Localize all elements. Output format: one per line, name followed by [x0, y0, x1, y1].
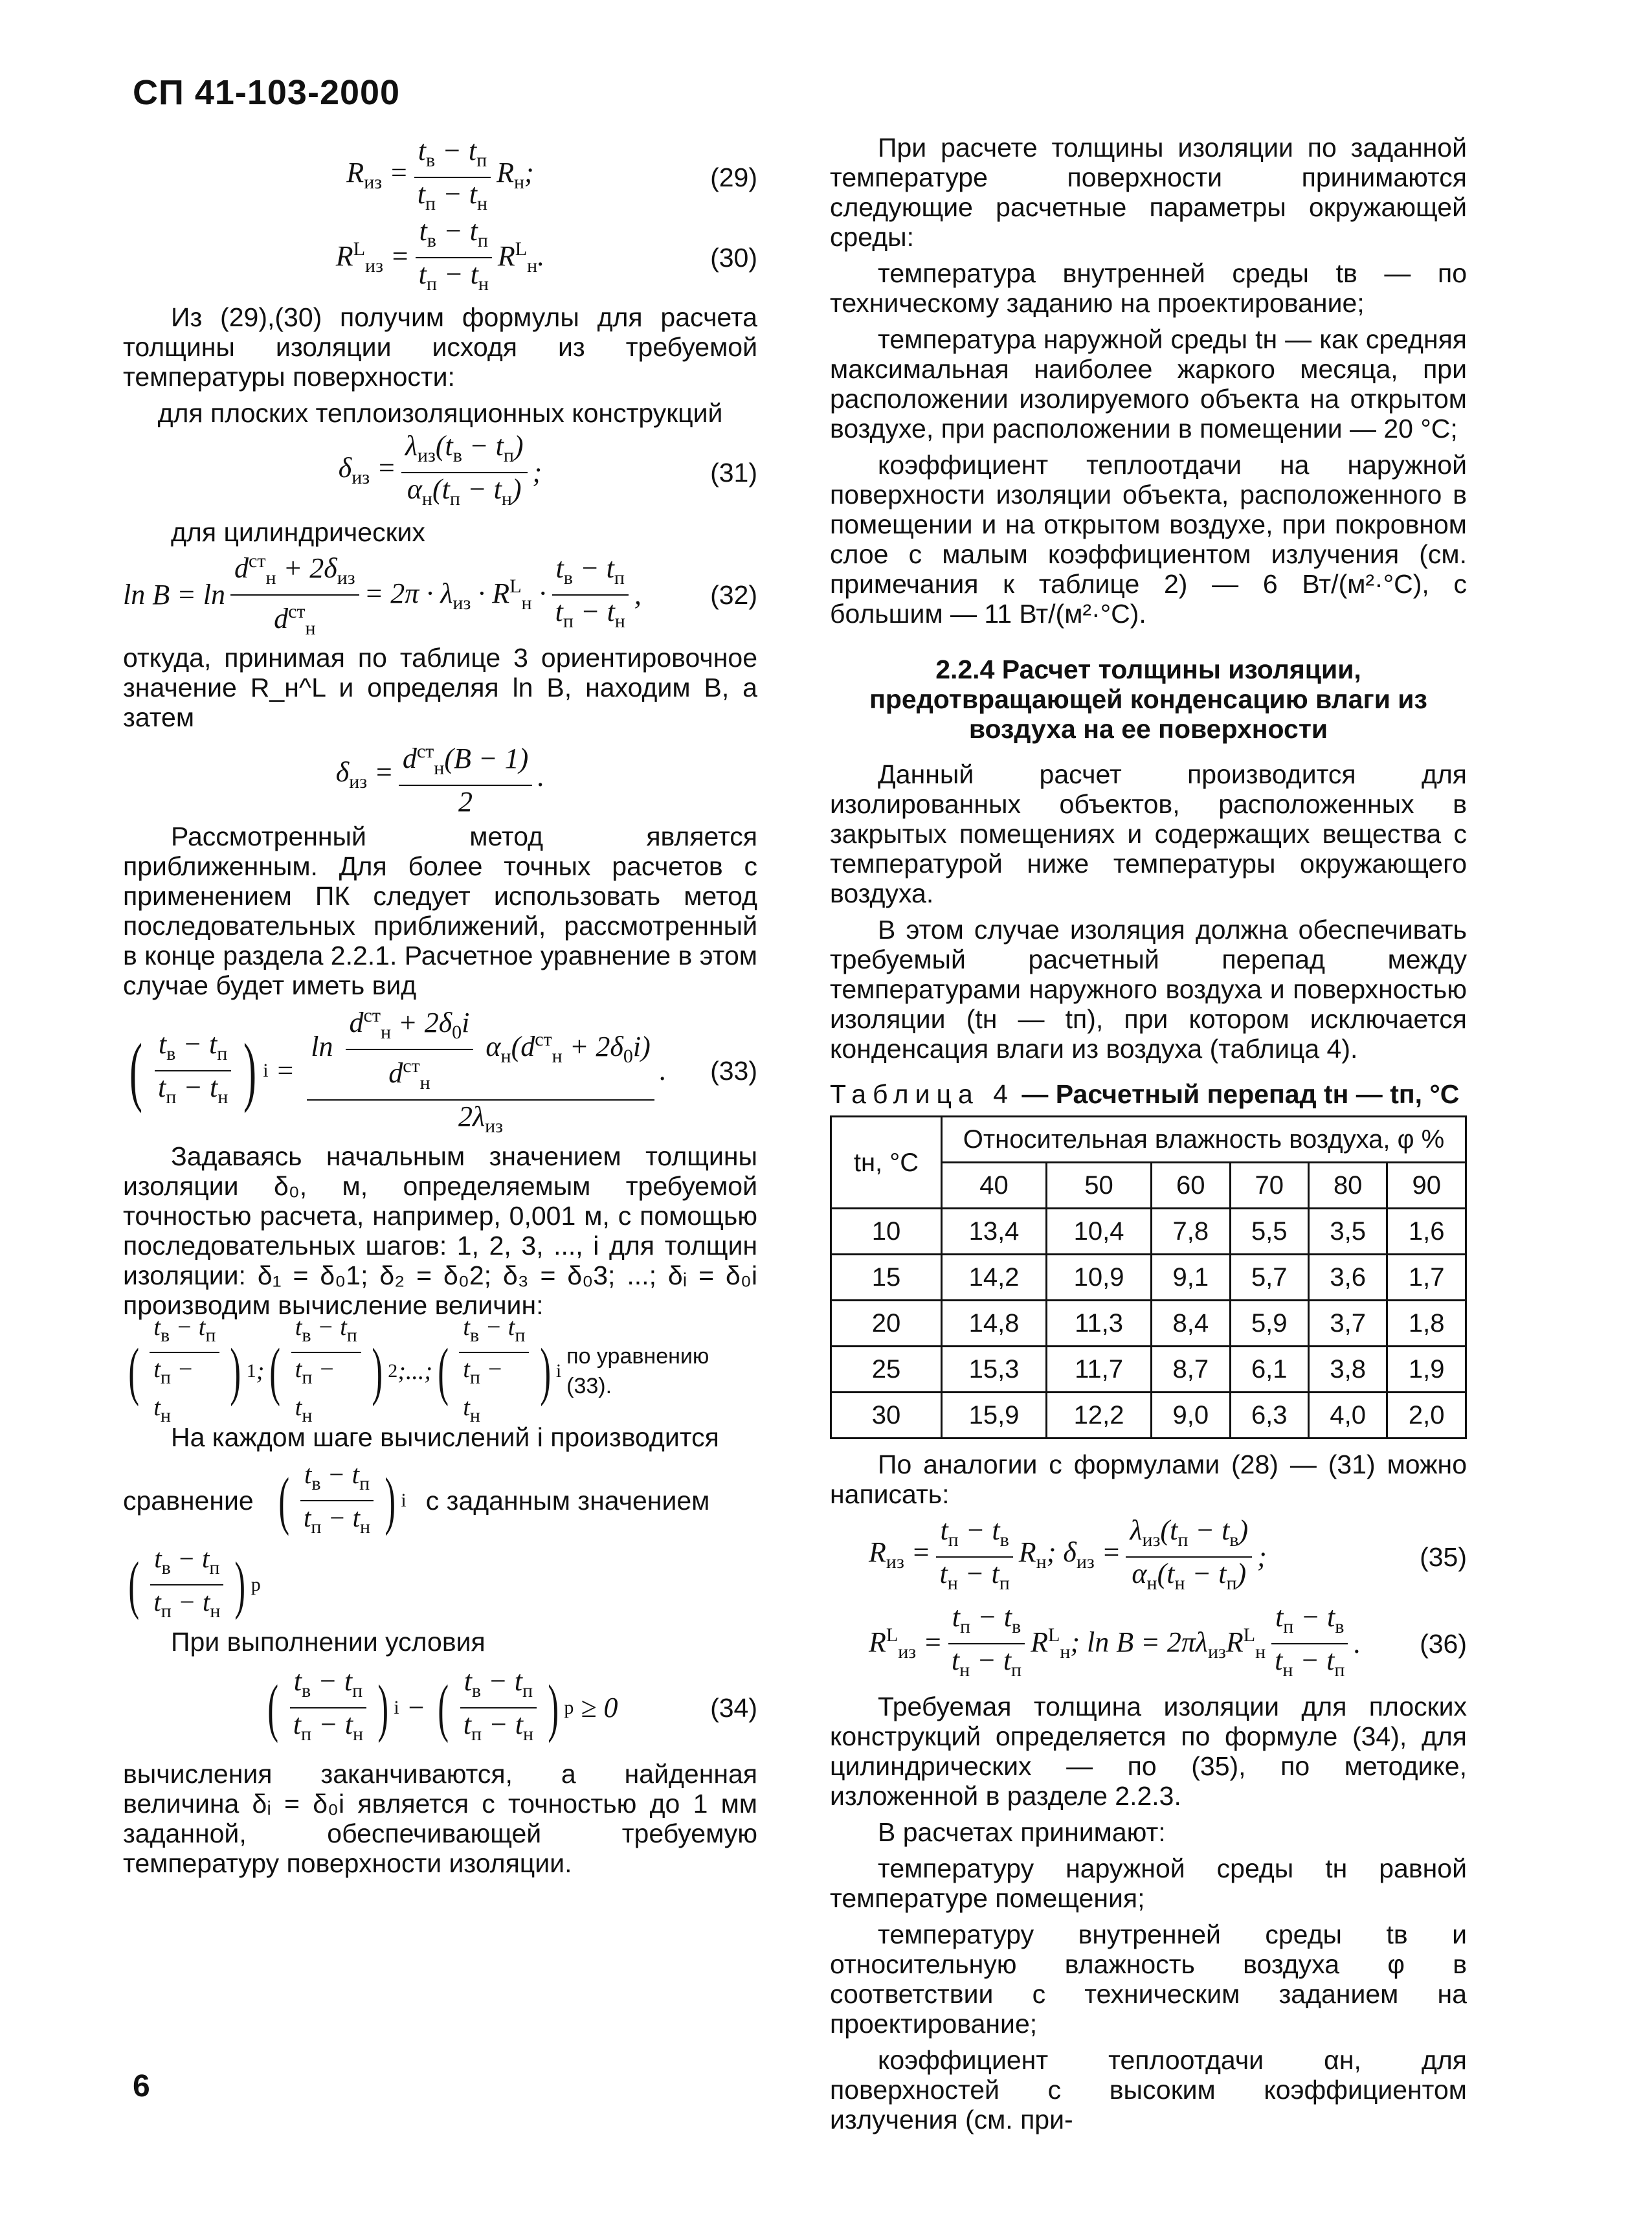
- table-cell: 3,5: [1308, 1209, 1387, 1255]
- page-number: 6: [133, 2069, 150, 2103]
- table-cell: 2,0: [1387, 1393, 1466, 1439]
- paragraph: температуру наружной среды tн равной температуре помещения;: [830, 1854, 1467, 1913]
- table-cell: 14,2: [942, 1255, 1047, 1301]
- table-cell: 1,8: [1387, 1301, 1466, 1347]
- formula-delta: $\delta_{из}$ = $\frac{d^{ст}_н(B - 1)}{2}$ .: [123, 741, 757, 812]
- formula-given: ( $\frac{t_в - t_п}{t_п - t_н}$ ) р: [128, 1543, 261, 1622]
- formula-number: (29): [710, 162, 757, 192]
- table-row: [831, 1393, 1466, 1439]
- formula-number: (30): [710, 243, 757, 273]
- table-cell: 11,7: [1047, 1347, 1152, 1393]
- paragraph: сравнение: [123, 1486, 254, 1516]
- table-cell: 25: [831, 1347, 942, 1393]
- table-cell: 13,4: [942, 1209, 1047, 1255]
- paragraph: Данный расчет производится для изолированных объектов, расположенных в закрытых помещениях и содержащих вещества с температурой ниже температуры окружающего воздуха.: [830, 759, 1467, 908]
- table-cell: 14,8: [942, 1301, 1047, 1347]
- paragraph: Из (29),(30) получим формулы для расчета толщины изоляции исходя из требуемой температуры поверхности:: [123, 302, 757, 392]
- table-cell: 10,4: [1047, 1209, 1152, 1255]
- table-cell: 8,4: [1152, 1301, 1230, 1347]
- formula-32: ln B = ln $\frac{d^{ст}_н + 2\delta_{из}}{d^{ст}_н}$ = $2\pi \cdot \lambda_{из} \cdot R^L_н$ · $\frac{t_в - t_п}{t_п - t_н}$ , (32): [123, 556, 757, 634]
- table-group-header: Относительная влажность воздуха, φ %: [942, 1117, 1466, 1163]
- table-row: [831, 1301, 1466, 1347]
- paragraph: коэффициент теплоотдачи на наружной поверхности изоляции объекта, расположенного в помещении и на открытом воздухе, при покровном слое с малым коэффициентом излучения (см. примечания к таблице 2) — 6 Вт/(м²·°С), с большим — 11 Вт/(м²·°С).: [830, 450, 1467, 629]
- table-cell: 4,0: [1308, 1393, 1387, 1439]
- table-cell: 10: [831, 1209, 942, 1255]
- formula-number: (36): [1420, 1629, 1467, 1659]
- formula-35: $R_{из}$ = $\frac{t_п - t_в}{t_н - t_п}$ $R_н$; $\delta_{из}$ = $\frac{\lambda_{из}(t_п - t_в)}{\alpha_н(t_н - t_п)}$ ; (35): [869, 1514, 1467, 1594]
- paragraph: коэффициент теплоотдачи αн, для поверхностей с высоким коэффициентом излучения (см. при-: [830, 2045, 1467, 2134]
- formula-number: (31): [710, 458, 757, 487]
- left-column: [123, 133, 757, 1885]
- table-cell: 1,6: [1387, 1209, 1466, 1255]
- table-cell: 30: [831, 1393, 942, 1439]
- paragraph: Рассмотренный метод является приближенным. Для более точных расчетов с применением ПК следует использовать метод последовательных приближений, рассмотренный в конце раздела 2.2.1. Расчетное уравнение в этом случае будет иметь вид: [123, 822, 757, 1000]
- table-cell: 11,3: [1047, 1301, 1152, 1347]
- paragraph: температура наружной среды tн — как средняя максимальная наиболее жаркого месяца, при расположении изолируемого объекта на открытом воздухе, при расположении в помещении — 20 °С;: [830, 324, 1467, 443]
- paragraph: По аналогии с формулами (28) — (31) можно написать:: [830, 1450, 1467, 1509]
- formula-number: (34): [710, 1693, 757, 1723]
- table-column-header: 60: [1152, 1163, 1230, 1209]
- comparison-line: сравнение ( $\frac{t_в - t_п}{t_п - t_н}$ ) i с заданным значением: [123, 1459, 710, 1538]
- paragraph: откуда, принимая по таблице 3 ориентировочное значение R_н^L и определяя ln B, находим B, а затем: [123, 643, 757, 732]
- table-cell: 3,7: [1308, 1301, 1387, 1347]
- formula-29: $R_{из}$ = $\frac{t_в - t_п}{t_п - t_н}$ $R_н$; (29): [346, 135, 757, 214]
- formula-number: (33): [710, 1056, 757, 1086]
- paragraph: температура внутренней среды tв — по техническому заданию на проектирование;: [830, 258, 1467, 318]
- table-cell: 6,3: [1230, 1393, 1308, 1439]
- formula-34: ( $\frac{t_в - t_п}{t_п - t_н}$ ) i − ( $\frac{t_в - t_п}{t_п - t_н}$ ) р ≥ 0 (34): [267, 1665, 757, 1745]
- paragraph: для цилиндрических: [171, 517, 425, 547]
- table-column-header: 90: [1387, 1163, 1466, 1209]
- table-cell: 1,7: [1387, 1255, 1466, 1301]
- table-cell: 3,6: [1308, 1255, 1387, 1301]
- formula-33: ( $\frac{t_в - t_п}{t_п - t_н}$ ) i = ln $\frac{d^{ст}_н + 2\delta_0i}{d^{ст}_н}$ $\alpha_н(d^{ст}_н + 2\delta_0i)$ $2\lambda_{из}$ . (33): [123, 1009, 757, 1132]
- document-code: СП 41-103-2000: [133, 73, 401, 112]
- table-corner-header: tн, °С: [831, 1117, 942, 1209]
- humidity-table: [830, 1115, 1467, 1439]
- paragraph: температуру внутренней среды tв и относительную влажность воздуха φ в соответствии с техническим заданием на проектирование;: [830, 1920, 1467, 2039]
- table-cell: 5,7: [1230, 1255, 1308, 1301]
- table-cell: 10,9: [1047, 1255, 1152, 1301]
- table-caption-label: Таблица 4: [830, 1079, 1014, 1109]
- table-column-header: 70: [1230, 1163, 1308, 1209]
- table-cell: 1,9: [1387, 1347, 1466, 1393]
- formula-30: $R^L_{из}$ = $\frac{t_в - t_п}{t_п - t_н}$ $R^L_н$. (30): [335, 215, 757, 295]
- table-column-header: 80: [1308, 1163, 1387, 1209]
- table-row: [831, 1347, 1466, 1393]
- table-cell: 15: [831, 1255, 942, 1301]
- table-cell: 5,9: [1230, 1301, 1308, 1347]
- paragraph: Требуемая толщина изоляции для плоских конструкций определяется по формуле (34), для цилиндрических — по (35), по методике, изложенной в разделе 2.2.3.: [830, 1692, 1467, 1811]
- paragraph: по уравнению (33).: [566, 1344, 709, 1398]
- table-cell: 7,8: [1152, 1209, 1230, 1255]
- table-cell: 20: [831, 1301, 942, 1347]
- table-column-header: 40: [942, 1163, 1047, 1209]
- table-cell: 15,9: [942, 1393, 1047, 1439]
- table-cell: 6,1: [1230, 1347, 1308, 1393]
- paragraph: с заданным значением: [425, 1486, 710, 1516]
- formula-number: (35): [1420, 1542, 1467, 1572]
- formula-sequence: ( $\frac{t_в - t_п}{t_п - t_н}$ ) 1 ; ( $\frac{t_в - t_п}{t_п - t_н}$ ) 2 ;...; ( $\frac{t_в - t_п}{t_п - t_н}$ ) i по уравнению (33).: [123, 1329, 757, 1413]
- table-column-header: 50: [1047, 1163, 1152, 1209]
- table-cell: 3,8: [1308, 1347, 1387, 1393]
- paragraph: На каждом шаге вычислений i производится: [171, 1422, 719, 1452]
- table-cell: 8,7: [1152, 1347, 1230, 1393]
- formula-31: $\delta_{из}$ = $\frac{\lambda_{из}(t_в - t_п)}{\alpha_н(t_п - t_н)}$ ; (31): [338, 430, 757, 510]
- table-cell: 12,2: [1047, 1393, 1152, 1439]
- table-row: [831, 1255, 1466, 1301]
- formula-36: $R^L_{из}$ = $\frac{t_п - t_в}{t_н - t_п}$ $R^L_н$; $\ln B = 2\pi\lambda_{из}R^L_н$ $\frac{t_п - t_в}{t_н - t_п}$ . (36): [869, 1601, 1467, 1681]
- paragraph: При выполнении условия: [171, 1627, 486, 1657]
- paragraph: В этом случае изоляция должна обеспечивать требуемый расчетный перепад между температурами наружного воздуха и поверхностью изоляции (tн — tп), при котором исключается конденсация влаги из воздуха (таблица 4).: [830, 915, 1467, 1064]
- paragraph: При расчете толщины изоляции по заданной температуре поверхности принимаются следующие расчетные параметры окружающей среды:: [830, 133, 1467, 252]
- table-cell: 9,0: [1152, 1393, 1230, 1439]
- table-cell: 9,1: [1152, 1255, 1230, 1301]
- paragraph: вычисления заканчиваются, а найденная величина δᵢ = δ₀i является с точностью до 1 мм заданной, обеспечивающей требуемую температуру поверхности изоляции.: [123, 1759, 757, 1878]
- table-row: [831, 1209, 1466, 1255]
- section-title: 2.2.4 Расчет толщины изоляции, предотвращающей конденсацию влаги из воздуха на ее поверхности: [869, 655, 1427, 744]
- paragraph: Задаваясь начальным значением толщины изоляции δ₀, м, определяемым требуемой точностью расчета, например, 0,001 м, с помощью последовательных шагов: 1, 2, 3, ..., i для толщин изоляции: δ₁ = δ₀1; δ₂ = δ₀2; δ₃ = δ₀3; ...; δᵢ = δ₀i производим вычисление величин:: [123, 1141, 757, 1320]
- formula-number: (32): [710, 580, 757, 610]
- paragraph: для плоских теплоизоляционных конструкций: [157, 398, 723, 428]
- table-cell: 5,5: [1230, 1209, 1308, 1255]
- table-caption-title: — Расчетный перепад tн — tп, °С: [1014, 1079, 1460, 1109]
- right-column: [830, 133, 1467, 2141]
- table-caption: [830, 1079, 1467, 1109]
- paragraph: В расчетах принимают:: [878, 1817, 1166, 1847]
- table-cell: 15,3: [942, 1347, 1047, 1393]
